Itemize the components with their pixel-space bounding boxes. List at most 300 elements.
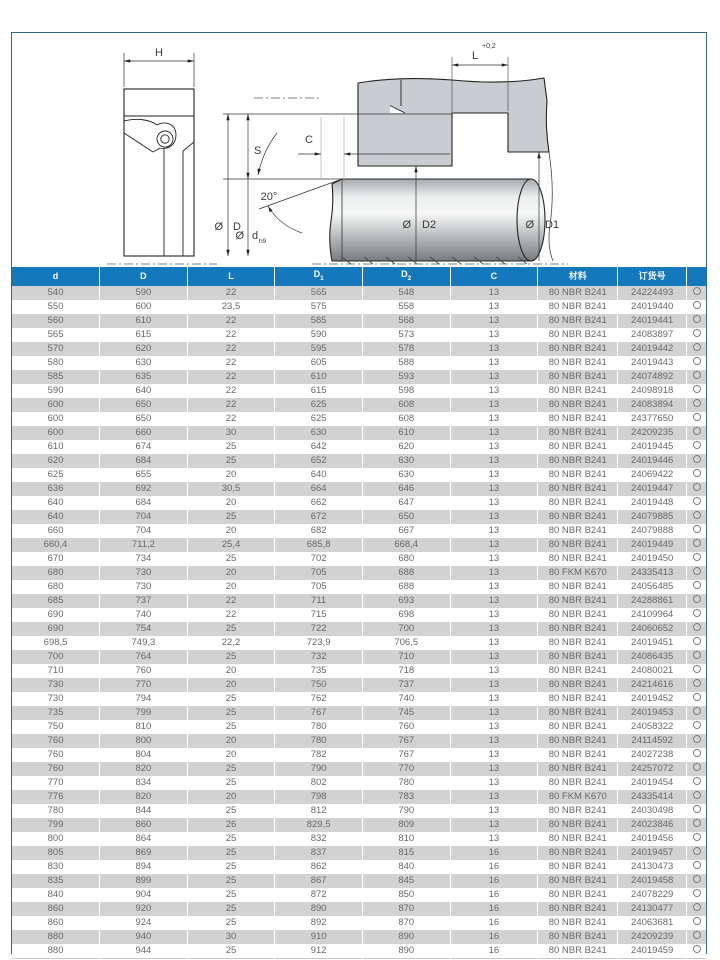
cell-order-number: 24058322 <box>618 720 687 734</box>
table-row <box>12 650 706 664</box>
cell-D2: 706,5 <box>362 636 450 650</box>
cell-d: 625 <box>47 468 64 480</box>
cell-D1: 610 <box>275 370 363 384</box>
cell-material: 80 NBR B241 <box>538 650 618 664</box>
cell-D: 590 <box>100 286 188 300</box>
cell-material: 80 NBR B241 <box>538 384 618 398</box>
cell-L: 22 <box>187 384 275 398</box>
cell-order-number: 24335413 <box>618 566 687 580</box>
cell-stock <box>687 524 706 538</box>
cell-D: 844 <box>100 804 188 818</box>
cell-L: 22 <box>187 608 275 622</box>
stock-indicator-icon <box>693 441 701 449</box>
cell-material: 80 NBR B241 <box>538 776 618 790</box>
cell-D: 730 <box>100 566 188 580</box>
cell-C: 13 <box>450 818 538 832</box>
cell-L: 25 <box>187 440 275 454</box>
cell-stock <box>687 818 706 832</box>
cell-D2: 840 <box>362 860 450 874</box>
cell-d: 590 <box>47 384 64 396</box>
cell-C: 13 <box>450 678 538 692</box>
cell-d: 800 <box>47 832 64 844</box>
cell-material: 80 NBR B241 <box>538 804 618 818</box>
cell-order-number: 24019453 <box>618 706 687 720</box>
cell-D: 754 <box>100 622 188 636</box>
table-row <box>12 426 706 440</box>
cell-material: 80 NBR B241 <box>538 510 618 524</box>
cell-D2: 630 <box>362 454 450 468</box>
stock-indicator-icon <box>693 763 701 771</box>
cell-material: 80 NBR B241 <box>538 412 618 426</box>
stock-indicator-icon <box>693 833 701 841</box>
cell-L: 20 <box>187 566 275 580</box>
cell-material: 80 NBR B241 <box>538 440 618 454</box>
cell-d: 585 <box>47 370 64 382</box>
cell-D: 800 <box>100 734 188 748</box>
cell-D1: 705 <box>275 580 363 594</box>
cell-L: 25 <box>187 454 275 468</box>
cell-material: 80 NBR B241 <box>538 636 618 650</box>
table-row <box>12 370 706 384</box>
table-row <box>12 818 706 832</box>
cell-D2: 740 <box>362 692 450 706</box>
cell-order-number: 24019452 <box>618 692 687 706</box>
cell-d: 750 <box>47 720 64 732</box>
table-row <box>12 804 706 818</box>
table-row <box>12 566 706 580</box>
cell-material: 80 NBR B241 <box>538 748 618 762</box>
cell-L: 23,5 <box>187 300 275 314</box>
cell-C: 13 <box>450 692 538 706</box>
cell-D1: 565 <box>275 286 363 300</box>
cell-order-number: 24109964 <box>618 608 687 622</box>
table-row <box>12 776 706 790</box>
cell-order-number: 24019456 <box>618 832 687 846</box>
cell-C: 13 <box>450 370 538 384</box>
cell-stock <box>687 734 706 748</box>
cell-stock <box>687 748 706 762</box>
cell-D2: 558 <box>362 300 450 314</box>
cell-C: 13 <box>450 790 538 804</box>
cell-D2: 646 <box>362 482 450 496</box>
cell-D: 940 <box>100 930 188 944</box>
column-header-order-number: 订货号 <box>618 267 687 286</box>
cell-D: 894 <box>100 860 188 874</box>
cell-stock <box>687 552 706 566</box>
cell-L: 30,5 <box>187 482 275 496</box>
cell-D1: 782 <box>275 748 363 762</box>
table-row <box>12 468 706 482</box>
cell-C: 13 <box>450 524 538 538</box>
cell-order-number: 24130477 <box>618 902 687 916</box>
cell-stock <box>687 454 706 468</box>
cell-material: 80 NBR B241 <box>538 608 618 622</box>
cell-D: 920 <box>100 902 188 916</box>
cell-d: 550 <box>47 300 64 312</box>
cell-L: 25 <box>187 692 275 706</box>
cell-material: 80 NBR B241 <box>538 692 618 706</box>
cell-D: 770 <box>100 678 188 692</box>
cell-L: 22 <box>187 286 275 300</box>
cell-C: 13 <box>450 622 538 636</box>
cell-stock <box>687 664 706 678</box>
cell-d: 830 <box>47 860 64 872</box>
stock-indicator-icon <box>693 469 701 477</box>
column-header-L: L <box>187 267 275 286</box>
seal-cross-section <box>124 89 194 256</box>
table-row <box>12 832 706 846</box>
cell-d: 730 <box>47 692 64 704</box>
cell-material: 80 NBR B241 <box>538 930 618 944</box>
cell-L: 25 <box>187 832 275 846</box>
stock-indicator-icon <box>693 315 701 323</box>
cell-D2: 668,4 <box>362 538 450 552</box>
cell-D1: 912 <box>275 944 363 959</box>
column-header-stock <box>687 267 706 286</box>
cell-D: 820 <box>100 762 188 776</box>
cell-D2: 548 <box>362 286 450 300</box>
cell-stock <box>687 650 706 664</box>
stock-indicator-icon <box>693 665 701 673</box>
cell-order-number: 24027238 <box>618 748 687 762</box>
stock-indicator-icon <box>693 399 701 407</box>
cell-C: 16 <box>450 944 538 959</box>
cell-stock <box>687 692 706 706</box>
cell-material: 80 NBR B241 <box>538 874 618 888</box>
cell-C: 13 <box>450 566 538 580</box>
cell-material: 80 NBR B241 <box>538 398 618 412</box>
cell-D1: 640 <box>275 468 363 482</box>
cell-D: 740 <box>100 608 188 622</box>
stock-indicator-icon <box>693 917 701 925</box>
cell-order-number: 24063681 <box>618 916 687 930</box>
cell-stock <box>687 622 706 636</box>
cell-d: 600 <box>47 398 64 410</box>
cell-d: 600 <box>47 426 64 438</box>
cell-stock <box>687 720 706 734</box>
table-row <box>12 314 706 328</box>
stock-indicator-icon <box>693 679 701 687</box>
table-row <box>12 692 706 706</box>
table-row <box>12 300 706 314</box>
cell-order-number: 24019459 <box>618 944 687 959</box>
diameter-symbol: Ø <box>402 219 411 231</box>
cell-D: 904 <box>100 888 188 902</box>
cell-d: 780 <box>47 804 64 816</box>
cell-d: 570 <box>47 342 64 354</box>
cell-D2: 815 <box>362 846 450 860</box>
cell-stock <box>687 762 706 776</box>
cell-D: 944 <box>100 944 188 959</box>
cell-D2: 718 <box>362 664 450 678</box>
cell-material: 80 NBR B241 <box>538 524 618 538</box>
stock-indicator-icon <box>693 819 701 827</box>
cell-L: 20 <box>187 664 275 678</box>
cell-material: 80 NBR B241 <box>538 678 618 692</box>
cell-D1: 664 <box>275 482 363 496</box>
cell-order-number: 24019441 <box>618 314 687 328</box>
cell-D1: 780 <box>275 734 363 748</box>
cell-stock <box>687 300 706 314</box>
cell-stock <box>687 874 706 888</box>
stock-indicator-icon <box>693 483 701 491</box>
cell-L: 25 <box>187 902 275 916</box>
cell-material: 80 NBR B241 <box>538 300 618 314</box>
cell-D: 610 <box>100 314 188 328</box>
cell-D: 764 <box>100 650 188 664</box>
cell-D1: 812 <box>275 804 363 818</box>
cell-d: 730 <box>47 678 64 690</box>
cell-D1: 767 <box>275 706 363 720</box>
cell-D1: 762 <box>275 692 363 706</box>
cell-D2: 698 <box>362 608 450 622</box>
cell-D1: 890 <box>275 902 363 916</box>
cell-D1: 595 <box>275 342 363 356</box>
cell-C: 13 <box>450 300 538 314</box>
cell-stock <box>687 930 706 944</box>
cell-L: 20 <box>187 580 275 594</box>
dim-label-d-subscript: h9 <box>259 238 267 245</box>
cell-order-number: 24069422 <box>618 468 687 482</box>
cell-L: 25 <box>187 622 275 636</box>
cell-material: 80 FKM K670 <box>538 790 618 804</box>
stock-indicator-icon <box>693 805 701 813</box>
cell-stock <box>687 902 706 916</box>
dim-label-H: H <box>155 47 163 59</box>
cell-D: 655 <box>100 468 188 482</box>
stock-indicator-icon <box>693 567 701 575</box>
cell-d: 698,5 <box>43 636 68 648</box>
cell-D2: 783 <box>362 790 450 804</box>
technical-drawing-area <box>12 33 706 267</box>
dim-label-angle: 20° <box>260 191 278 203</box>
cell-D: 640 <box>100 384 188 398</box>
column-header-material: 材料 <box>538 267 618 286</box>
cell-L: 25 <box>187 888 275 902</box>
cell-material: 80 NBR B241 <box>538 552 618 566</box>
cell-L: 22 <box>187 328 275 342</box>
cell-material: 80 NBR B241 <box>538 496 618 510</box>
cell-order-number: 24130473 <box>618 860 687 874</box>
cell-D2: 870 <box>362 916 450 930</box>
cell-D2: 767 <box>362 734 450 748</box>
cell-stock <box>687 678 706 692</box>
cell-D1: 829,5 <box>275 818 363 832</box>
cell-L: 30 <box>187 426 275 440</box>
stock-indicator-icon <box>693 357 701 365</box>
cell-D2: 767 <box>362 748 450 762</box>
cell-D1: 837 <box>275 846 363 860</box>
cell-L: 25 <box>187 510 275 524</box>
stock-indicator-icon <box>693 413 701 421</box>
cell-L: 22 <box>187 594 275 608</box>
table-row <box>12 888 706 902</box>
cell-L: 22 <box>187 412 275 426</box>
stock-indicator-icon <box>693 287 701 295</box>
cell-L: 22 <box>187 370 275 384</box>
cell-material: 80 NBR B241 <box>538 734 618 748</box>
cell-C: 13 <box>450 594 538 608</box>
stock-indicator-icon <box>693 651 701 659</box>
cell-stock <box>687 832 706 846</box>
cell-D1: 722 <box>275 622 363 636</box>
spec-table-body <box>12 286 706 959</box>
cell-D1: 705 <box>275 566 363 580</box>
cell-D2: 593 <box>362 370 450 384</box>
cell-D: 799 <box>100 706 188 720</box>
cell-D2: 870 <box>362 902 450 916</box>
cell-material: 80 NBR B241 <box>538 664 618 678</box>
cell-C: 13 <box>450 762 538 776</box>
cell-d: 610 <box>47 440 64 452</box>
cell-D2: 608 <box>362 398 450 412</box>
cell-order-number: 24114592 <box>618 734 687 748</box>
stock-indicator-icon <box>693 693 701 701</box>
stock-indicator-icon <box>693 749 701 757</box>
cell-material: 80 NBR B241 <box>538 538 618 552</box>
stock-indicator-icon <box>693 301 701 309</box>
cell-D2: 647 <box>362 496 450 510</box>
cell-C: 16 <box>450 874 538 888</box>
cell-material: 80 NBR B241 <box>538 860 618 874</box>
cell-L: 25 <box>187 846 275 860</box>
cell-D1: 711 <box>275 594 363 608</box>
cell-order-number: 24224493 <box>618 286 687 300</box>
cell-C: 13 <box>450 314 538 328</box>
cell-D1: 832 <box>275 832 363 846</box>
cell-d: 600 <box>47 412 64 424</box>
stock-indicator-icon <box>693 385 701 393</box>
cell-order-number: 24086435 <box>618 650 687 664</box>
cell-D: 804 <box>100 748 188 762</box>
cell-D1: 872 <box>275 888 363 902</box>
cell-D1: 590 <box>275 328 363 342</box>
cell-stock <box>687 538 706 552</box>
cell-stock <box>687 468 706 482</box>
cell-D2: 760 <box>362 720 450 734</box>
column-header-D1: $D_1$ <box>275 267 363 286</box>
table-row <box>12 678 706 692</box>
cell-order-number: 24023846 <box>618 818 687 832</box>
cell-D: 730 <box>100 580 188 594</box>
cell-D: 615 <box>100 328 188 342</box>
cell-d: 680 <box>47 580 64 592</box>
cell-material: 80 NBR B241 <box>538 720 618 734</box>
cell-L: 20 <box>187 524 275 538</box>
cell-stock <box>687 594 706 608</box>
stock-indicator-icon <box>693 595 701 603</box>
cell-D2: 737 <box>362 678 450 692</box>
cell-L: 22 <box>187 398 275 412</box>
cell-d: 640 <box>47 510 64 522</box>
stock-indicator-icon <box>693 497 701 505</box>
cell-order-number: 24098918 <box>618 384 687 398</box>
cell-stock <box>687 636 706 650</box>
cell-C: 16 <box>450 916 538 930</box>
table-row <box>12 538 706 552</box>
stock-indicator-icon <box>693 861 701 869</box>
table-row <box>12 944 706 959</box>
table-row <box>12 482 706 496</box>
dim-label-d: d <box>252 230 259 242</box>
cell-stock <box>687 944 706 959</box>
cell-order-number: 24019443 <box>618 356 687 370</box>
cell-material: 80 NBR B241 <box>538 832 618 846</box>
cell-C: 13 <box>450 496 538 510</box>
cell-D1: 682 <box>275 524 363 538</box>
cell-stock <box>687 706 706 720</box>
cell-C: 16 <box>450 902 538 916</box>
cell-D1: 685,8 <box>275 538 363 552</box>
cell-stock <box>687 804 706 818</box>
cell-C: 16 <box>450 930 538 944</box>
cell-L: 25 <box>187 916 275 930</box>
cell-order-number: 24019454 <box>618 776 687 790</box>
cell-D1: 892 <box>275 916 363 930</box>
cell-D1: 662 <box>275 496 363 510</box>
cell-D: 760 <box>100 664 188 678</box>
cell-D2: 810 <box>362 832 450 846</box>
cell-d: 620 <box>47 454 64 466</box>
column-header-D: D <box>100 267 188 286</box>
cell-material: 80 NBR B241 <box>538 328 618 342</box>
cell-order-number: 24019442 <box>618 342 687 356</box>
dim-label-C: C <box>305 134 313 146</box>
table-row <box>12 524 706 538</box>
table-row <box>12 874 706 888</box>
cell-D: 620 <box>100 342 188 356</box>
cell-d: 710 <box>47 664 64 676</box>
cell-stock <box>687 608 706 622</box>
cell-D2: 578 <box>362 342 450 356</box>
table-row <box>12 384 706 398</box>
cell-stock <box>687 916 706 930</box>
table-row <box>12 762 706 776</box>
cell-d: 770 <box>47 776 64 788</box>
dim-label-D1: D1 <box>545 219 560 231</box>
cell-stock <box>687 398 706 412</box>
cell-d: 640 <box>47 496 64 508</box>
cell-C: 13 <box>450 804 538 818</box>
cell-d: 735 <box>47 706 64 718</box>
cell-d: 835 <box>47 874 64 886</box>
cell-order-number: 24019447 <box>618 482 687 496</box>
stock-indicator-icon <box>693 791 701 799</box>
cell-material: 80 NBR B241 <box>538 916 618 930</box>
technical-drawing <box>12 33 706 267</box>
cell-L: 25 <box>187 552 275 566</box>
table-row <box>12 454 706 468</box>
stock-indicator-icon <box>693 511 701 519</box>
cell-stock <box>687 314 706 328</box>
spec-table-header <box>12 267 706 286</box>
cell-stock <box>687 776 706 790</box>
cell-order-number: 24019450 <box>618 552 687 566</box>
column-header-D2: $D_2$ <box>362 267 450 286</box>
cell-d: 690 <box>47 622 64 634</box>
cell-material: 80 NBR B241 <box>538 482 618 496</box>
cell-d: 760 <box>47 762 64 774</box>
cell-L: 25 <box>187 706 275 720</box>
cell-material: 80 NBR B241 <box>538 286 618 300</box>
cell-d: 680 <box>47 566 64 578</box>
cell-material: 80 FKM K670 <box>538 566 618 580</box>
cell-stock <box>687 370 706 384</box>
cell-D2: 568 <box>362 314 450 328</box>
cell-D: 737 <box>100 594 188 608</box>
cell-order-number: 24079888 <box>618 524 687 538</box>
cell-L: 25 <box>187 720 275 734</box>
